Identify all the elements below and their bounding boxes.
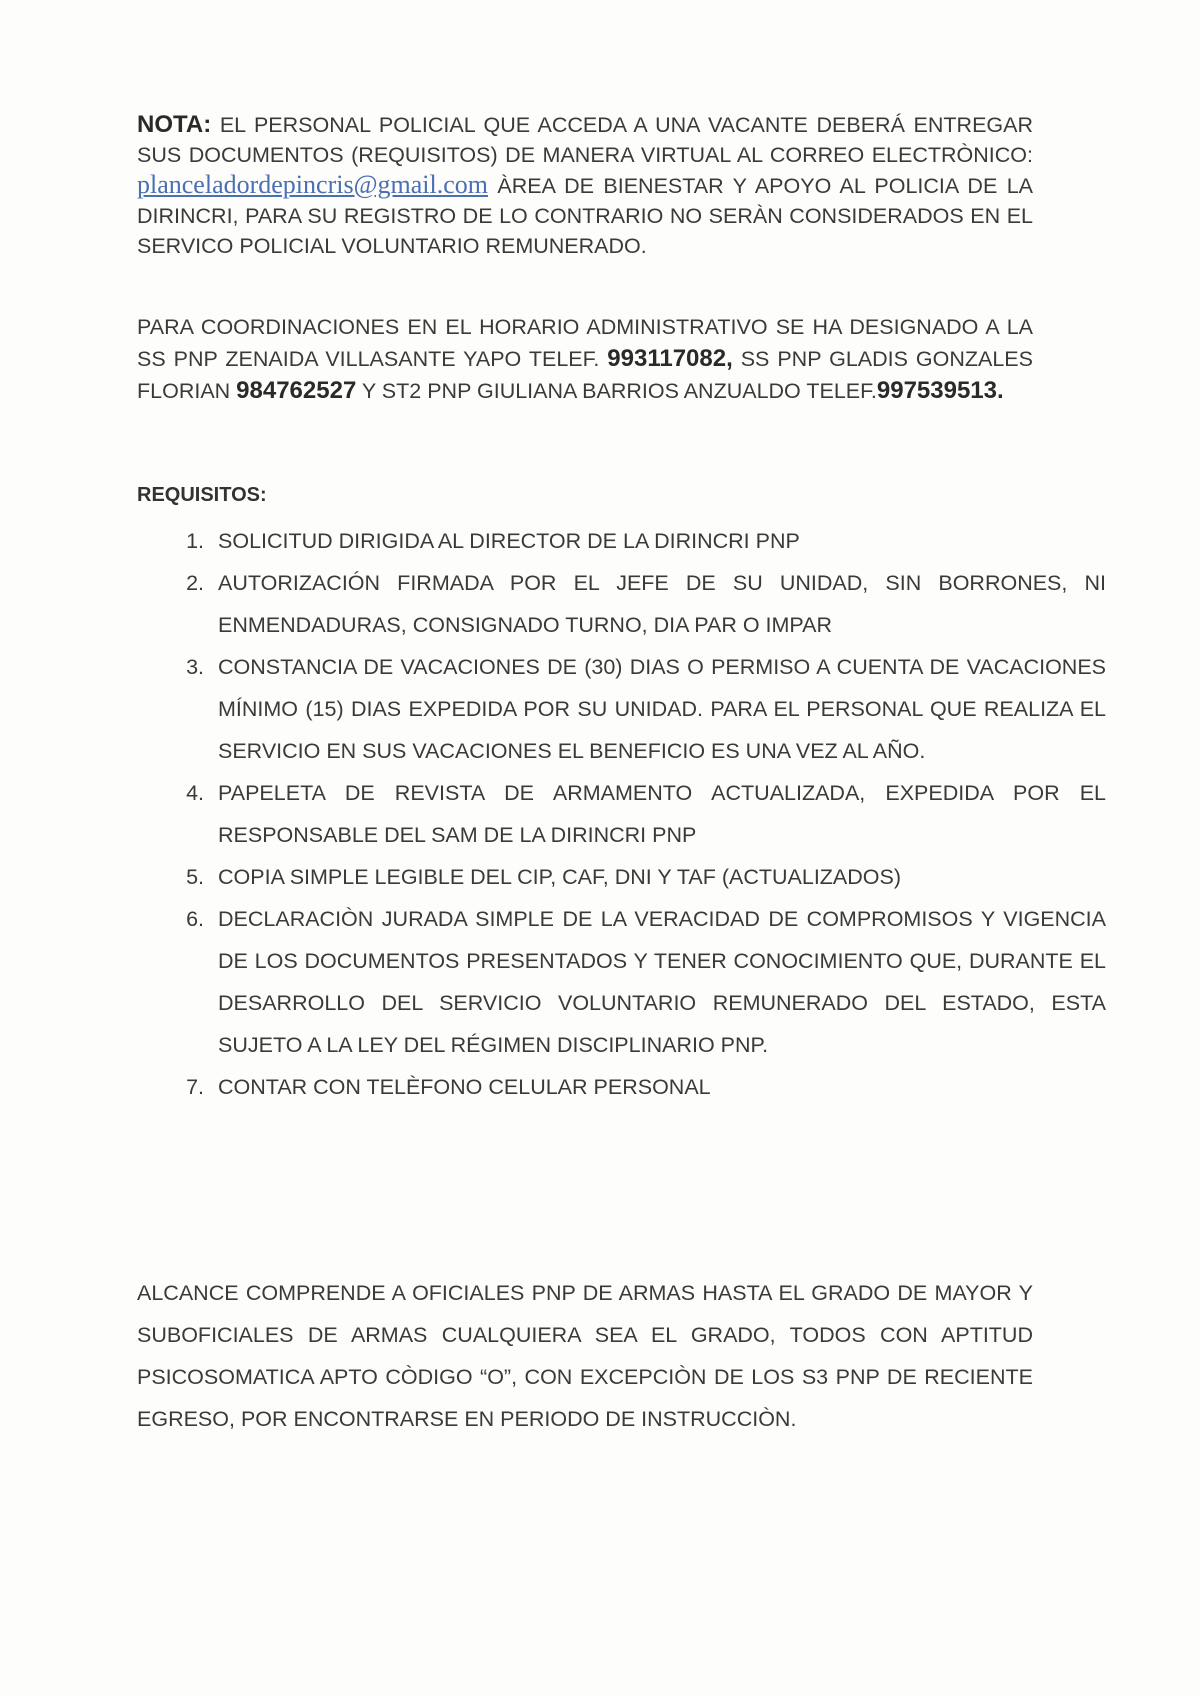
nota-text: EL PERSONAL POLICIAL QUE ACCEDA A UNA VACANTE DEBERÁ ENTREGAR SUS DOCUMENTOS (REQUISITOS) DE MANERA VIRTUAL AL CORREO ELECTRÒNICO:: [137, 113, 1033, 167]
requisitos-list: [137, 520, 1106, 1108]
nota-label: NOTA:: [137, 111, 212, 138]
list-item: 4. PAPELETA DE REVISTA DE ARMAMENTO ACTUALIZADA, EXPEDIDA POR EL RESPONSABLE DEL SAM DE LA DIRINCRI PNP: [210, 772, 1106, 856]
list-item: 7. CONTAR CON TELÈFONO CELULAR PERSONAL: [210, 1066, 1106, 1108]
list-item: 5. COPIA SIMPLE LEGIBLE DEL CIP, CAF, DNI Y TAF (ACTUALIZADOS): [210, 856, 1106, 898]
coord-text: SS PNP GLADIS GONZALES FLORIAN: [137, 347, 1033, 403]
list-item: 1. SOLICITUD DIRIGIDA AL DIRECTOR DE LA DIRINCRI PNP: [210, 520, 1106, 562]
email-link[interactable]: planceladordepincris@gmail.com: [137, 170, 488, 199]
list-item: 6. DECLARACIÒN JURADA SIMPLE DE LA VERACIDAD DE COMPROMISOS Y VIGENCIA DE LOS DOCUMENTOS PRESENTADOS Y TENER CONOCIMIENTO QUE, DURANTE EL DESARROLLO DEL SERVICIO VOLUNTARIO REMUNERADO DEL ESTADO, ESTA SUJETO A LA LEY DEL RÉGIMEN DISCIPLINARIO PNP.: [210, 898, 1106, 1066]
phone-3: 997539513.: [876, 377, 1004, 404]
alcance-paragraph: ALCANCE COMPRENDE A OFICIALES PNP DE ARMAS HASTA EL GRADO DE MAYOR Y SUBOFICIALES DE ARMAS CUALQUIERA SEA EL GRADO, TODOS CON APTITUD PSICOSOMATICA APTO CÒDIGO “O”, CON EXCEPCIÒN DE LOS S3 PNP DE RECIENTE EGRESO, POR ENCONTRARSE EN PERIODO DE INSTRUCCIÒN.: [137, 1281, 1033, 1431]
requisitos-heading: REQUISITOS:: [137, 484, 267, 506]
phone-1: 993117082,: [607, 345, 733, 372]
list-item: 2. AUTORIZACIÓN FIRMADA POR EL JEFE DE SU UNIDAD, SIN BORRONES, NI ENMENDADURAS, CONSIGNADO TURNO, DIA PAR O IMPAR: [210, 562, 1106, 646]
nota-paragraph: [137, 110, 1033, 261]
nota-text-after: ÀREA DE BIENESTAR Y APOYO AL POLICIA DE LA DIRINCRI, PARA SU REGISTRO DE LO CONTRARIO NO SERÀN CONSIDERADOS EN EL SERVICO POLICIAL VOLUNTARIO REMUNERADO.: [137, 174, 1033, 258]
coord-text: Y ST2 PNP GIULIANA BARRIOS ANZUALDO TELEF.: [356, 379, 877, 403]
coordinaciones-paragraph: [137, 312, 1033, 407]
coord-text: PARA COORDINACIONES EN EL HORARIO ADMINISTRATIVO SE HA DESIGNADO A LA SS PNP ZENAIDA VILLASANTE YAPO TELEF.: [137, 315, 1033, 371]
phone-2: 984762527: [236, 377, 357, 404]
list-item: 3. CONSTANCIA DE VACACIONES DE (30) DIAS O PERMISO A CUENTA DE VACACIONES MÍNIMO (15) DIAS EXPEDIDA POR SU UNIDAD. PARA EL PERSONAL QUE REALIZA EL SERVICIO EN SUS VACACIONES EL BENEFICIO ES UNA VEZ AL AÑO.: [210, 646, 1106, 772]
